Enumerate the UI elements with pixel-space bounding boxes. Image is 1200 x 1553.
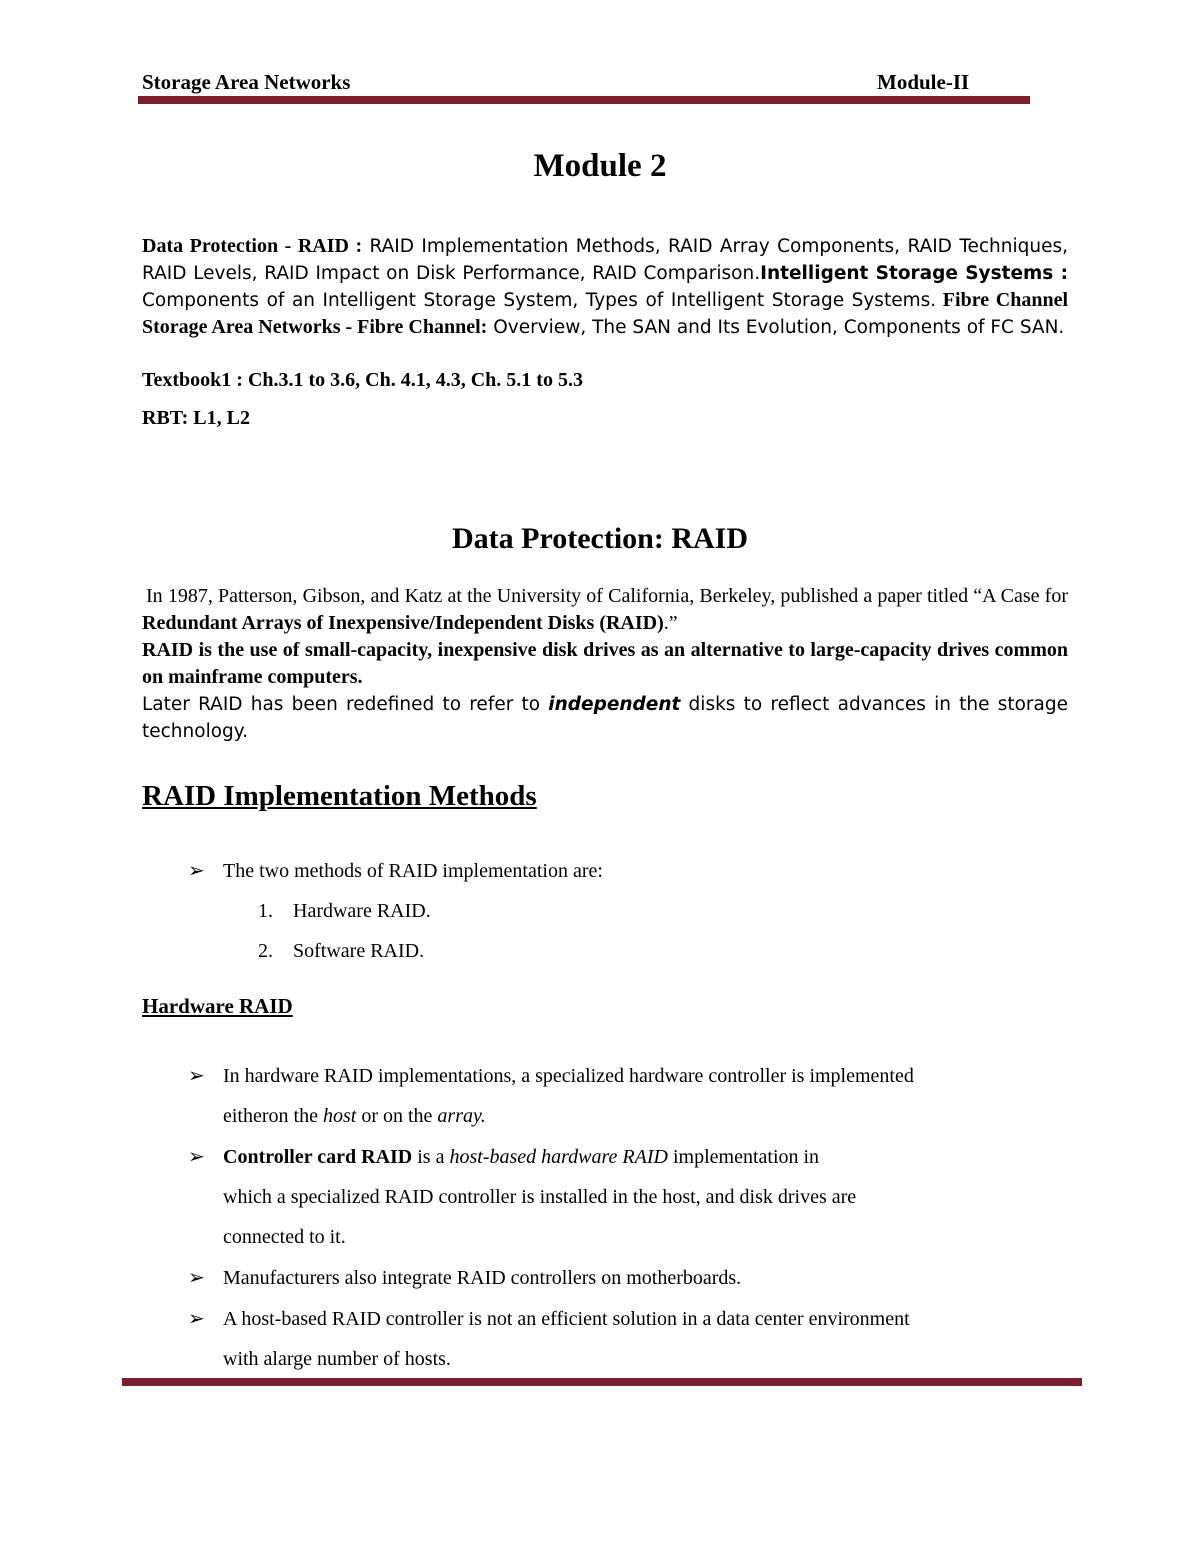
header-title: Storage Area Networks (142, 70, 351, 94)
arrow-bullet-icon: ➢ (188, 1308, 205, 1330)
syllabus-topic-3: Fibre Channel Storage Area Networks - Fibre Channel: (142, 289, 1068, 338)
arrow-bullet-icon: ➢ (188, 1267, 205, 1289)
raid-acronym: Redundant Arrays of Inexpensive/Independent Disks (RAID) (142, 612, 664, 634)
section-title: Data Protection: RAID (451, 522, 749, 555)
list-item-continuation: with alarge number of hosts. (223, 1348, 451, 1370)
intro-paragraph-1: In 1987, Patterson, Gibson, and Katz at the University of California, Berkeley, published a paper titled “A Case for Redundant Arrays of Inexpensive/Independent Disks (RAID).” (142, 585, 1068, 634)
rbt-levels: RBT: L1, L2 (142, 407, 250, 429)
syllabus-paragraph (142, 233, 1068, 341)
numbered-item-hardware: 1. Hardware RAID. (258, 900, 431, 922)
header-rule (138, 96, 1030, 104)
intro-paragraph-3: Later RAID has been redefined to refer to independent disks to reflect advances in the storage technology. (142, 694, 1068, 742)
arrow-bullet-icon: ➢ (188, 860, 205, 882)
page-title: Module 2 (533, 148, 667, 184)
intro-paragraph-2: RAID is the use of small-capacity, inexpensive disk drives as an alternative to large-capacity drives common on mainframe computers. (142, 639, 1068, 688)
hardware-raid-heading: Hardware RAID (142, 994, 293, 1018)
arrow-bullet-icon: ➢ (188, 1146, 205, 1168)
impl-methods-heading: RAID Implementation Methods (142, 780, 537, 812)
list-item-continuation: connected to it. (223, 1226, 346, 1248)
syllabus-topic-1: Data Protection - RAID : (142, 235, 363, 257)
list-item-continuation: which a specialized RAID controller is installed in the host, and disk drives are (223, 1186, 857, 1208)
list-item: ➢ Manufacturers also integrate RAID controllers on motherboards. (188, 1258, 741, 1298)
list-item-continuation: eitheron the host or on the array. (223, 1105, 486, 1127)
numbered-item-software: 2. Software RAID. (258, 940, 425, 962)
list-item: ➢ In hardware RAID implementations, a specialized hardware controller is implemented (188, 1056, 914, 1096)
syllabus-text-3: Overview, The SAN and Its Evolution, Components of FC SAN. (487, 317, 1065, 338)
syllabus-text-2: Components of an Intelligent Storage System, Types of Intelligent Storage Systems. (142, 290, 937, 311)
list-item: ➢ A host-based RAID controller is not an efficient solution in a data center environment (188, 1299, 910, 1339)
list-item: ➢ The two methods of RAID implementation are: (188, 851, 603, 891)
textbook-reference: Textbook1 : Ch.3.1 to 3.6, Ch. 4.1, 4.3, Ch. 5.1 to 5.3 (142, 369, 583, 391)
intro-text (142, 583, 1068, 745)
list-item: ➢ Controller card RAID is a host-based hardware RAID implementation in (188, 1137, 819, 1177)
header-module: Module-II (877, 70, 970, 94)
arrow-bullet-icon: ➢ (188, 1065, 205, 1087)
syllabus-topic-2: Intelligent Storage Systems : (760, 263, 1068, 284)
footer-rule (122, 1378, 1082, 1386)
syllabus-text-1: RAID Implementation Methods, RAID Array Components, RAID Techniques, RAID Levels, RAID Impact on Disk Performance, RAID Comparison. (142, 236, 1068, 284)
